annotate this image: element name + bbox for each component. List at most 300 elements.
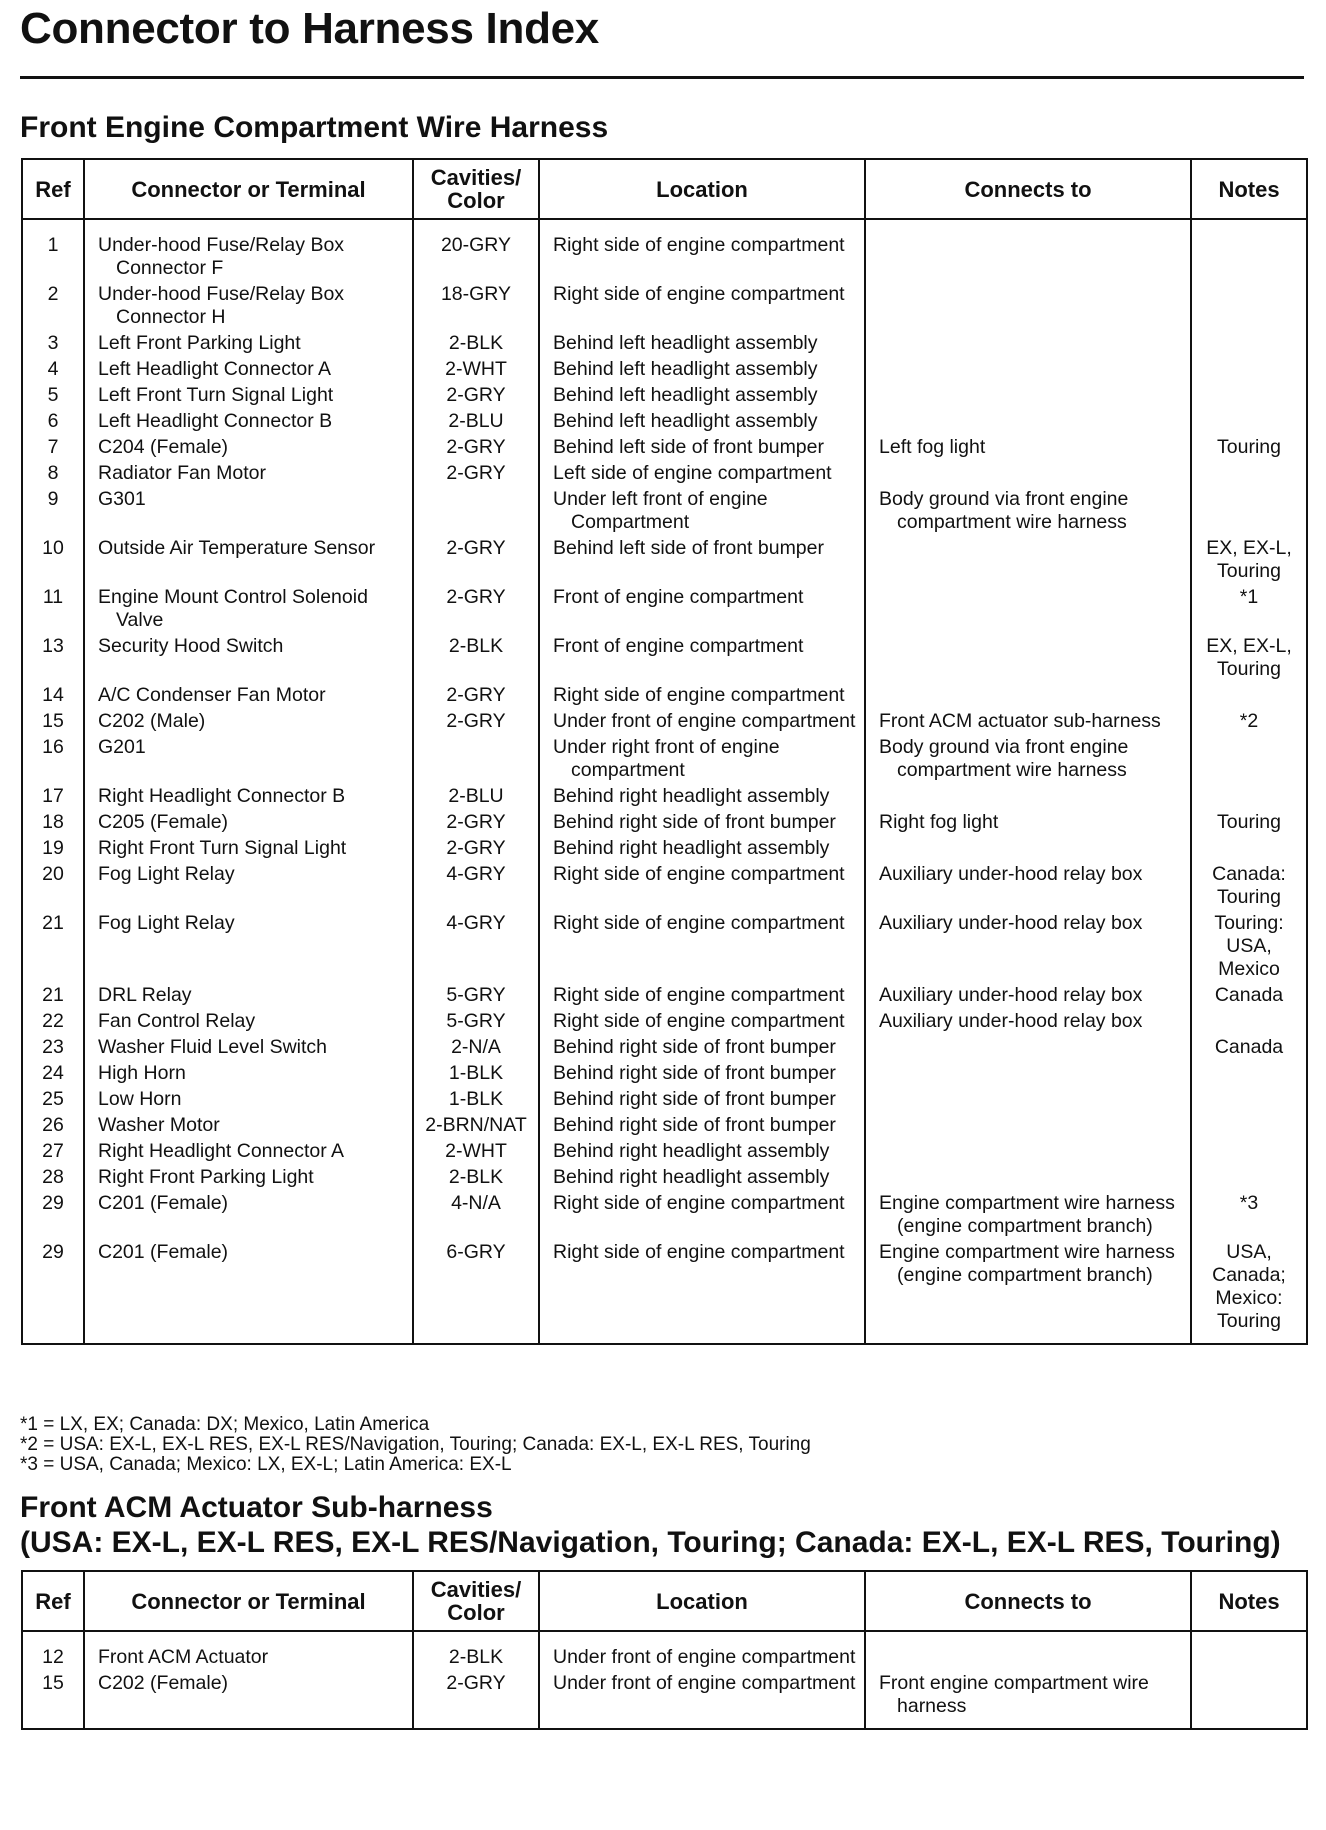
section2-title: Front ACM Actuator Sub-harness: [20, 1491, 493, 1524]
cell-connects-to: [865, 486, 1191, 535]
cell-location-text: Under front of engine compartment: [553, 1672, 856, 1694]
table-row: [22, 356, 1307, 382]
cell-connects-to-text: Auxiliary under-hood relay box: [879, 863, 1143, 885]
cell-ref: 7: [22, 434, 84, 460]
cell-connects-to-text: Left fog light: [879, 436, 986, 458]
cell-ref: 12: [22, 1631, 84, 1670]
cell-connector: [84, 1138, 413, 1164]
cell-ref: 14: [22, 682, 84, 708]
table-row: [22, 835, 1307, 861]
cell-connector: [84, 982, 413, 1008]
cell-ref: 15: [22, 708, 84, 734]
cell-location-text: Right side of engine compartment: [553, 1010, 845, 1032]
cell-connector-text: High Horn: [98, 1062, 186, 1084]
cell-ref: 4: [22, 356, 84, 382]
cell-connector-text: G301: [98, 488, 146, 510]
cell-location-text: Behind right side of front bumper: [553, 811, 836, 833]
cell-cavities: 20-GRY: [413, 219, 539, 281]
cell-connector: [84, 1239, 413, 1344]
table-row: [22, 1670, 1307, 1729]
cell-cavities: 2-BLK: [413, 633, 539, 682]
table-row: [22, 1034, 1307, 1060]
cell-connects-to: [865, 910, 1191, 982]
cell-connector-text: Washer Motor: [98, 1114, 220, 1136]
cell-location: [539, 633, 865, 682]
cell-connects-to-text: Front ACM actuator sub-harness: [879, 710, 1161, 732]
cell-location-text: Behind left side of front bumper: [553, 537, 824, 559]
cell-connects-to: [865, 982, 1191, 1008]
cell-cavities: 4-GRY: [413, 910, 539, 982]
header-connector: Connector or Terminal: [84, 159, 413, 219]
cell-ref: 15: [22, 1670, 84, 1729]
cell-connector: [84, 861, 413, 910]
footnotes: [20, 1415, 1300, 1475]
cell-connects-to-text: Engine compartment wire harness (engine compartment branch): [879, 1192, 1175, 1237]
cell-location: [539, 1008, 865, 1034]
cell-connector-text: Outside Air Temperature Sensor: [98, 537, 376, 559]
cell-connects-to: [865, 1008, 1191, 1034]
cell-connector: [84, 356, 413, 382]
cell-location: [539, 708, 865, 734]
cell-notes: [1191, 1670, 1307, 1729]
cell-location: [539, 584, 865, 633]
cell-location-text: Behind right headlight assembly: [553, 837, 830, 859]
cell-connector: [84, 1112, 413, 1138]
cell-connector: [84, 633, 413, 682]
cell-notes: *3: [1191, 1190, 1307, 1239]
cell-connector-text: C205 (Female): [98, 811, 229, 833]
cell-connector: [84, 1670, 413, 1729]
cell-ref: 13: [22, 633, 84, 682]
cell-ref: 29: [22, 1190, 84, 1239]
cell-location: [539, 1060, 865, 1086]
header-ref: Ref: [22, 1571, 84, 1631]
title-rule: [20, 76, 1304, 79]
cell-connector-text: Right Front Parking Light: [98, 1166, 314, 1188]
table-row: [22, 382, 1307, 408]
cell-connector-text: A/C Condenser Fan Motor: [98, 684, 326, 706]
cell-connects-to: [865, 861, 1191, 910]
cell-notes: [1191, 356, 1307, 382]
cell-connector-text: Right Headlight Connector A: [98, 1140, 345, 1162]
cell-connector: [84, 535, 413, 584]
cell-ref: 27: [22, 1138, 84, 1164]
cell-connects-to: [865, 783, 1191, 809]
cell-connector: [84, 281, 413, 330]
cell-location-text: Behind right side of front bumper: [553, 1062, 836, 1084]
cell-location-text: Right side of engine compartment: [553, 984, 845, 1006]
cell-notes: Canada: [1191, 982, 1307, 1008]
cell-location: [539, 535, 865, 584]
cell-cavities: 2-BRN/NAT: [413, 1112, 539, 1138]
cell-cavities: 2-BLK: [413, 1631, 539, 1670]
cell-cavities: 2-WHT: [413, 356, 539, 382]
cell-location-text: Right side of engine compartment: [553, 863, 845, 885]
cell-connector-text: C201 (Female): [98, 1241, 229, 1263]
cell-location-text: Behind right headlight assembly: [553, 1166, 830, 1188]
table-row: [22, 861, 1307, 910]
cell-ref: 10: [22, 535, 84, 584]
front-acm-subharness-table: [21, 1570, 1308, 1730]
front-engine-harness-table: [21, 158, 1308, 1345]
cell-location-text: Behind left headlight assembly: [553, 384, 818, 406]
cell-connects-to: [865, 219, 1191, 281]
cell-location: [539, 486, 865, 535]
cell-connector-text: Radiator Fan Motor: [98, 462, 266, 484]
cell-connects-to: [865, 1138, 1191, 1164]
cell-connector-text: C204 (Female): [98, 436, 229, 458]
table-row: [22, 1190, 1307, 1239]
cell-location: [539, 861, 865, 910]
cell-location: [539, 434, 865, 460]
cell-notes: Canada: Touring: [1191, 861, 1307, 910]
cell-location-text: Right side of engine compartment: [553, 912, 845, 934]
cell-notes: [1191, 408, 1307, 434]
cell-notes: [1191, 1112, 1307, 1138]
cell-ref: 26: [22, 1112, 84, 1138]
cell-connector: [84, 382, 413, 408]
cell-cavities: 2-BLU: [413, 783, 539, 809]
cell-connector-text: C202 (Female): [98, 1672, 229, 1694]
cell-notes: [1191, 460, 1307, 486]
header-cavities-line1: Cavities/: [430, 165, 522, 190]
header-connects-to: Connects to: [865, 159, 1191, 219]
table-row: [22, 633, 1307, 682]
cell-connects-to: [865, 1190, 1191, 1239]
table-row: [22, 982, 1307, 1008]
cell-connects-to: [865, 330, 1191, 356]
cell-connects-to-text: Body ground via front engine compartment wire harness: [879, 736, 1129, 781]
cell-notes: EX, EX-L, Touring: [1191, 535, 1307, 584]
cell-connector: [84, 734, 413, 783]
cell-connects-to: [865, 809, 1191, 835]
cell-ref: 20: [22, 861, 84, 910]
cell-location-text: Behind left side of front bumper: [553, 436, 824, 458]
table-row: [22, 1060, 1307, 1086]
cell-connector: [84, 408, 413, 434]
cell-ref: 23: [22, 1034, 84, 1060]
cell-connects-to: [865, 1034, 1191, 1060]
cell-cavities: 6-GRY: [413, 1239, 539, 1344]
cell-ref: 21: [22, 982, 84, 1008]
cell-ref: 28: [22, 1164, 84, 1190]
cell-connects-to: [865, 682, 1191, 708]
section2-subtitle: (USA: EX-L, EX-L RES, EX-L RES/Navigation, Touring; Canada: EX-L, EX-L RES, Touring): [20, 1526, 1281, 1559]
cell-location-text: Behind left headlight assembly: [553, 358, 818, 380]
cell-notes: [1191, 1631, 1307, 1670]
cell-cavities: [413, 486, 539, 535]
cell-connector: [84, 460, 413, 486]
cell-ref: 3: [22, 330, 84, 356]
table-row: [22, 219, 1307, 281]
cell-ref: 1: [22, 219, 84, 281]
section1-title: Front Engine Compartment Wire Harness: [20, 111, 609, 144]
cell-location-text: Behind right side of front bumper: [553, 1114, 836, 1136]
cell-ref: 24: [22, 1060, 84, 1086]
cell-connector: [84, 1060, 413, 1086]
table-row: [22, 1086, 1307, 1112]
cell-connector-text: Fog Light Relay: [98, 863, 235, 885]
cell-location: [539, 1631, 865, 1670]
table-row: [22, 584, 1307, 633]
cell-connector: [84, 708, 413, 734]
cell-location: [539, 835, 865, 861]
table-row: [22, 910, 1307, 982]
cell-location: [539, 1034, 865, 1060]
cell-location-text: Front of engine compartment: [553, 586, 804, 608]
table-row: [22, 281, 1307, 330]
cell-notes: [1191, 330, 1307, 356]
cell-cavities: 5-GRY: [413, 1008, 539, 1034]
table-row: [22, 1239, 1307, 1344]
header-cavities-line2: Color: [447, 188, 505, 213]
cell-location-text: Behind left headlight assembly: [553, 410, 818, 432]
cell-cavities: 2-GRY: [413, 1670, 539, 1729]
header-notes: Notes: [1191, 159, 1307, 219]
cell-connects-to: [865, 708, 1191, 734]
table-row: [22, 682, 1307, 708]
cell-location-text: Under right front of engine compartment: [553, 736, 780, 781]
cell-ref: 5: [22, 382, 84, 408]
header-connects-to: Connects to: [865, 1571, 1191, 1631]
cell-location-text: Behind right headlight assembly: [553, 1140, 830, 1162]
table-row: [22, 708, 1307, 734]
cell-location-text: Behind left headlight assembly: [553, 332, 818, 354]
cell-notes: Touring: USA, Mexico: [1191, 910, 1307, 982]
cell-connects-to: [865, 434, 1191, 460]
cell-notes: [1191, 486, 1307, 535]
header-connector: Connector or Terminal: [84, 1571, 413, 1631]
cell-cavities: 2-GRY: [413, 708, 539, 734]
cell-connects-to-text: Front engine compartment wire harness: [879, 1672, 1149, 1717]
cell-ref: 2: [22, 281, 84, 330]
cell-location: [539, 1670, 865, 1729]
cell-location-text: Right side of engine compartment: [553, 283, 845, 305]
cell-connector-text: C202 (Male): [98, 710, 206, 732]
cell-connector-text: Low Horn: [98, 1088, 182, 1110]
cell-cavities: 1-BLK: [413, 1060, 539, 1086]
cell-connects-to: [865, 1670, 1191, 1729]
cell-connector: [84, 584, 413, 633]
cell-connects-to: [865, 408, 1191, 434]
cell-connector-text: Left Front Parking Light: [98, 332, 301, 354]
cell-location: [539, 330, 865, 356]
cell-location-text: Under front of engine compartment: [553, 710, 856, 732]
cell-notes: [1191, 835, 1307, 861]
cell-location: [539, 982, 865, 1008]
cell-connector: [84, 330, 413, 356]
cell-connector: [84, 835, 413, 861]
table-row: [22, 460, 1307, 486]
cell-connects-to-text: Auxiliary under-hood relay box: [879, 984, 1143, 1006]
table-row: [22, 1008, 1307, 1034]
table-row: [22, 330, 1307, 356]
table-row: [22, 1112, 1307, 1138]
cell-connector-text: Fan Control Relay: [98, 1010, 256, 1032]
cell-connects-to-text: Body ground via front engine compartment wire harness: [879, 488, 1129, 533]
cell-location: [539, 1138, 865, 1164]
cell-ref: 6: [22, 408, 84, 434]
cell-connector: [84, 1034, 413, 1060]
cell-connects-to: [865, 584, 1191, 633]
cell-cavities: 4-GRY: [413, 861, 539, 910]
header-cavities: [413, 159, 539, 219]
cell-connects-to: [865, 1631, 1191, 1670]
cell-notes: [1191, 219, 1307, 281]
cell-location: [539, 910, 865, 982]
cell-location: [539, 382, 865, 408]
cell-notes: [1191, 1008, 1307, 1034]
cell-connector: [84, 1631, 413, 1670]
table-header-row: [22, 1571, 1307, 1631]
cell-cavities: 2-BLK: [413, 330, 539, 356]
cell-location: [539, 281, 865, 330]
cell-location: [539, 1086, 865, 1112]
cell-location-text: Behind right headlight assembly: [553, 785, 830, 807]
footnote-1: *1 = LX, EX; Canada: DX; Mexico, Latin America: [20, 1414, 430, 1435]
cell-connects-to: [865, 835, 1191, 861]
cell-connects-to-text: Auxiliary under-hood relay box: [879, 912, 1143, 934]
cell-location-text: Behind right side of front bumper: [553, 1088, 836, 1110]
cell-notes: EX, EX-L, Touring: [1191, 633, 1307, 682]
cell-connects-to: [865, 281, 1191, 330]
cell-cavities: 2-GRY: [413, 835, 539, 861]
cell-location: [539, 809, 865, 835]
cell-connects-to: [865, 382, 1191, 408]
cell-location: [539, 783, 865, 809]
table-row: [22, 783, 1307, 809]
cell-connects-to: [865, 1060, 1191, 1086]
cell-connects-to-text: Right fog light: [879, 811, 999, 833]
cell-cavities: 2-GRY: [413, 584, 539, 633]
cell-connects-to: [865, 1164, 1191, 1190]
cell-connector-text: G201: [98, 736, 146, 758]
cell-location: [539, 408, 865, 434]
cell-connector-text: Front ACM Actuator: [98, 1646, 269, 1668]
cell-notes: [1191, 1086, 1307, 1112]
cell-connector: [84, 910, 413, 982]
cell-location: [539, 734, 865, 783]
header-notes: Notes: [1191, 1571, 1307, 1631]
cell-notes: [1191, 1164, 1307, 1190]
cell-connector: [84, 1086, 413, 1112]
cell-location: [539, 1112, 865, 1138]
cell-ref: 8: [22, 460, 84, 486]
cell-connector-text: Engine Mount Control Solenoid Valve: [98, 586, 368, 631]
cell-notes: Touring: [1191, 434, 1307, 460]
cell-connector-text: Left Headlight Connector A: [98, 358, 332, 380]
cell-connects-to: [865, 460, 1191, 486]
table-row: [22, 535, 1307, 584]
cell-connects-to: [865, 356, 1191, 382]
cell-notes: [1191, 682, 1307, 708]
cell-connector-text: Left Headlight Connector B: [98, 410, 333, 432]
table-row: [22, 1631, 1307, 1670]
cell-connector: [84, 783, 413, 809]
cell-cavities: 4-N/A: [413, 1190, 539, 1239]
cell-notes: *2: [1191, 708, 1307, 734]
cell-connector: [84, 682, 413, 708]
table-row: [22, 486, 1307, 535]
cell-cavities: [413, 734, 539, 783]
cell-location: [539, 1164, 865, 1190]
cell-cavities: 2-GRY: [413, 460, 539, 486]
cell-notes: Touring: [1191, 809, 1307, 835]
cell-notes: [1191, 734, 1307, 783]
cell-location-text: Left side of engine compartment: [553, 462, 832, 484]
cell-cavities: 2-GRY: [413, 535, 539, 584]
page-title: Connector to Harness Index: [20, 4, 599, 53]
cell-notes: Canada: [1191, 1034, 1307, 1060]
cell-location: [539, 1239, 865, 1344]
cell-location-text: Front of engine compartment: [553, 635, 804, 657]
header-cavities-line1: Cavities/: [430, 1577, 522, 1602]
cell-location-text: Right side of engine compartment: [553, 1192, 845, 1214]
cell-ref: 22: [22, 1008, 84, 1034]
cell-location-text: Right side of engine compartment: [553, 1241, 845, 1263]
table-header-row: [22, 159, 1307, 219]
cell-connector-text: DRL Relay: [98, 984, 192, 1006]
cell-cavities: 2-N/A: [413, 1034, 539, 1060]
cell-cavities: 2-GRY: [413, 809, 539, 835]
cell-connects-to: [865, 535, 1191, 584]
cell-notes: [1191, 1138, 1307, 1164]
table-row: [22, 434, 1307, 460]
cell-location-text: Right side of engine compartment: [553, 684, 845, 706]
header-cavities-line2: Color: [447, 1600, 505, 1625]
cell-cavities: 2-BLK: [413, 1164, 539, 1190]
cell-connector: [84, 1190, 413, 1239]
cell-connects-to-text: Engine compartment wire harness (engine compartment branch): [879, 1241, 1175, 1286]
cell-connector: [84, 809, 413, 835]
header-location: Location: [539, 159, 865, 219]
footnote-2: *2 = USA: EX-L, EX-L RES, EX-L RES/Navigation, Touring; Canada: EX-L, EX-L RES, Touring: [20, 1434, 811, 1455]
cell-connects-to-text: Auxiliary under-hood relay box: [879, 1010, 1143, 1032]
cell-notes: [1191, 783, 1307, 809]
cell-cavities: 18-GRY: [413, 281, 539, 330]
cell-ref: 9: [22, 486, 84, 535]
cell-connector-text: Fog Light Relay: [98, 912, 235, 934]
table-row: [22, 1164, 1307, 1190]
cell-cavities: 5-GRY: [413, 982, 539, 1008]
cell-ref: 18: [22, 809, 84, 835]
cell-location: [539, 682, 865, 708]
cell-connector-text: Left Front Turn Signal Light: [98, 384, 334, 406]
cell-connector-text: Right Front Turn Signal Light: [98, 837, 347, 859]
cell-ref: 29: [22, 1239, 84, 1344]
cell-connector: [84, 219, 413, 281]
cell-cavities: 2-WHT: [413, 1138, 539, 1164]
cell-notes: *1: [1191, 584, 1307, 633]
cell-notes: [1191, 382, 1307, 408]
cell-location: [539, 1190, 865, 1239]
cell-connects-to: [865, 1112, 1191, 1138]
cell-notes: [1191, 1060, 1307, 1086]
table-row: [22, 734, 1307, 783]
cell-location-text: Right side of engine compartment: [553, 234, 845, 256]
cell-location-text: Under front of engine compartment: [553, 1646, 856, 1668]
cell-cavities: 2-GRY: [413, 434, 539, 460]
cell-notes: USA, Canada; Mexico: Touring: [1191, 1239, 1307, 1344]
cell-connector-text: Under-hood Fuse/Relay Box Connector H: [98, 283, 345, 328]
cell-connector-text: Washer Fluid Level Switch: [98, 1036, 328, 1058]
table-row: [22, 809, 1307, 835]
cell-connector: [84, 434, 413, 460]
header-location: Location: [539, 1571, 865, 1631]
cell-location: [539, 460, 865, 486]
cell-ref: 25: [22, 1086, 84, 1112]
cell-connector: [84, 486, 413, 535]
